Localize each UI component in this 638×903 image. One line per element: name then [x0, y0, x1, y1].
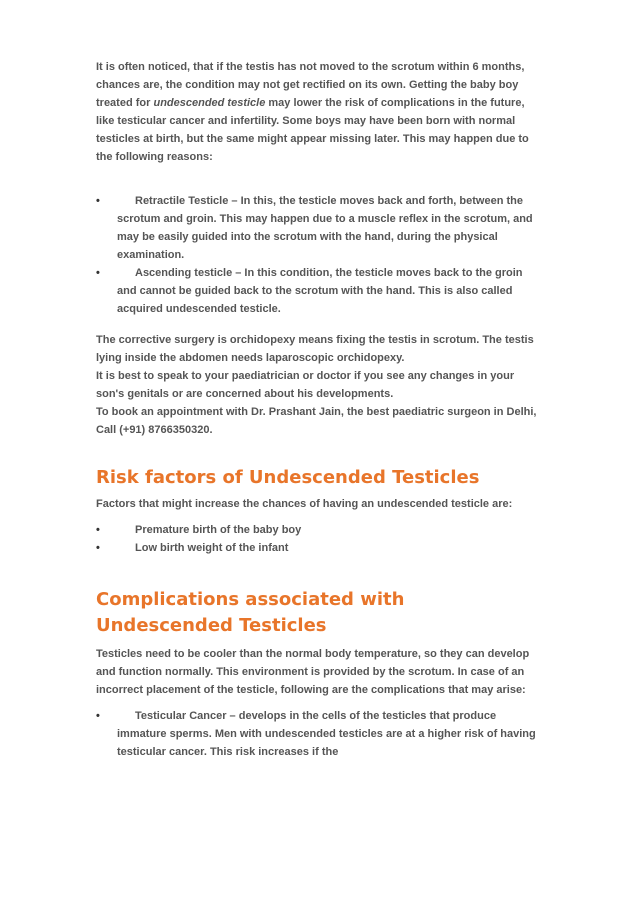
- intro-text-2b: may lower the risk of complications in the future, like testicular cancer and infertility.: [96, 97, 525, 127]
- spacer: [96, 557, 542, 587]
- spacer: [96, 439, 542, 465]
- spacer: [96, 699, 542, 707]
- bullet-icon: •: [96, 710, 100, 722]
- list-item: [96, 521, 542, 539]
- surgery-paragraph-2: It is best to speak to your paediatrician or doctor if you see any changes in your son's genitals or are concerned about his developments.: [96, 370, 515, 400]
- list-item-text: Retractile Testicle – In this, the testicle moves back and forth, between the scrotum and groin. This may happen due to a muscle reflex in the scrotum, and may be easily guided into the scrotum with the hand, during the physical examination.: [117, 195, 533, 261]
- list-item-text: Ascending testicle – In this condition, the testicle moves back to the groin and cannot be guided back to the scrotum with the hand. This is also called acquired undescended testicle.: [117, 267, 523, 315]
- spacer: [96, 318, 542, 331]
- risk-factors-list: [96, 521, 542, 557]
- intro-text-2a: Getting the baby boy treated for: [96, 79, 519, 109]
- intro-emphasis: undescended testicle: [153, 97, 266, 109]
- list-item: [96, 264, 542, 318]
- complications-list: [96, 707, 542, 761]
- spacer: [96, 166, 542, 192]
- risk-factors-intro: Factors that might increase the chances of having an undescended testicle are:: [96, 498, 513, 510]
- surgery-paragraph-1: The corrective surgery is orchidopexy means fixing the testis in scrotum. The testis lying inside the abdomen needs laparoscopic orchidopexy.: [96, 334, 534, 364]
- risk-factors-heading: Risk factors of Undescended Testicles: [96, 467, 480, 488]
- list-item-text: Premature birth of the baby boy: [135, 524, 302, 536]
- spacer: [96, 513, 542, 521]
- list-item: [96, 707, 542, 761]
- bullet-icon: •: [96, 524, 100, 536]
- complications-heading: Complications associated with Undescended Testicles: [96, 589, 405, 636]
- complications-intro: Testicles need to be cooler than the normal body temperature, so they can develop and function normally. This environment is provided by the scrotum. In case of an incorrect placement of the testicle, following are the complications that may arise:: [96, 648, 530, 696]
- list-item: [96, 539, 542, 557]
- bullet-icon: •: [96, 267, 100, 279]
- bullet-icon: •: [96, 542, 100, 554]
- intro-text-3: Some boys may have been born with normal testicles at birth, but the same might appear missing later. This may happen due to the following reasons:: [96, 115, 529, 163]
- intro-paragraph-1: [96, 58, 542, 166]
- reasons-list: [96, 192, 542, 318]
- list-item-text: Testicular Cancer – develops in the cells of the testicles that produce immature sperms. Men with undescended testicles are at a higher risk of having testicular cancer. This risk increases if the: [117, 710, 536, 758]
- surgery-paragraph-3: To book an appointment with Dr. Prashant Jain, the best paediatric surgeon in Delhi, Call (+91) 8766350320.: [96, 406, 537, 436]
- intro-text-1: It is often noticed, that if the testis has not moved to the scrotum within 6 months, chances are, the condition may not get rectified on its own.: [96, 61, 525, 91]
- list-item-text: Low birth weight of the infant: [135, 542, 289, 554]
- bullet-icon: •: [96, 195, 100, 207]
- list-item: [96, 192, 542, 264]
